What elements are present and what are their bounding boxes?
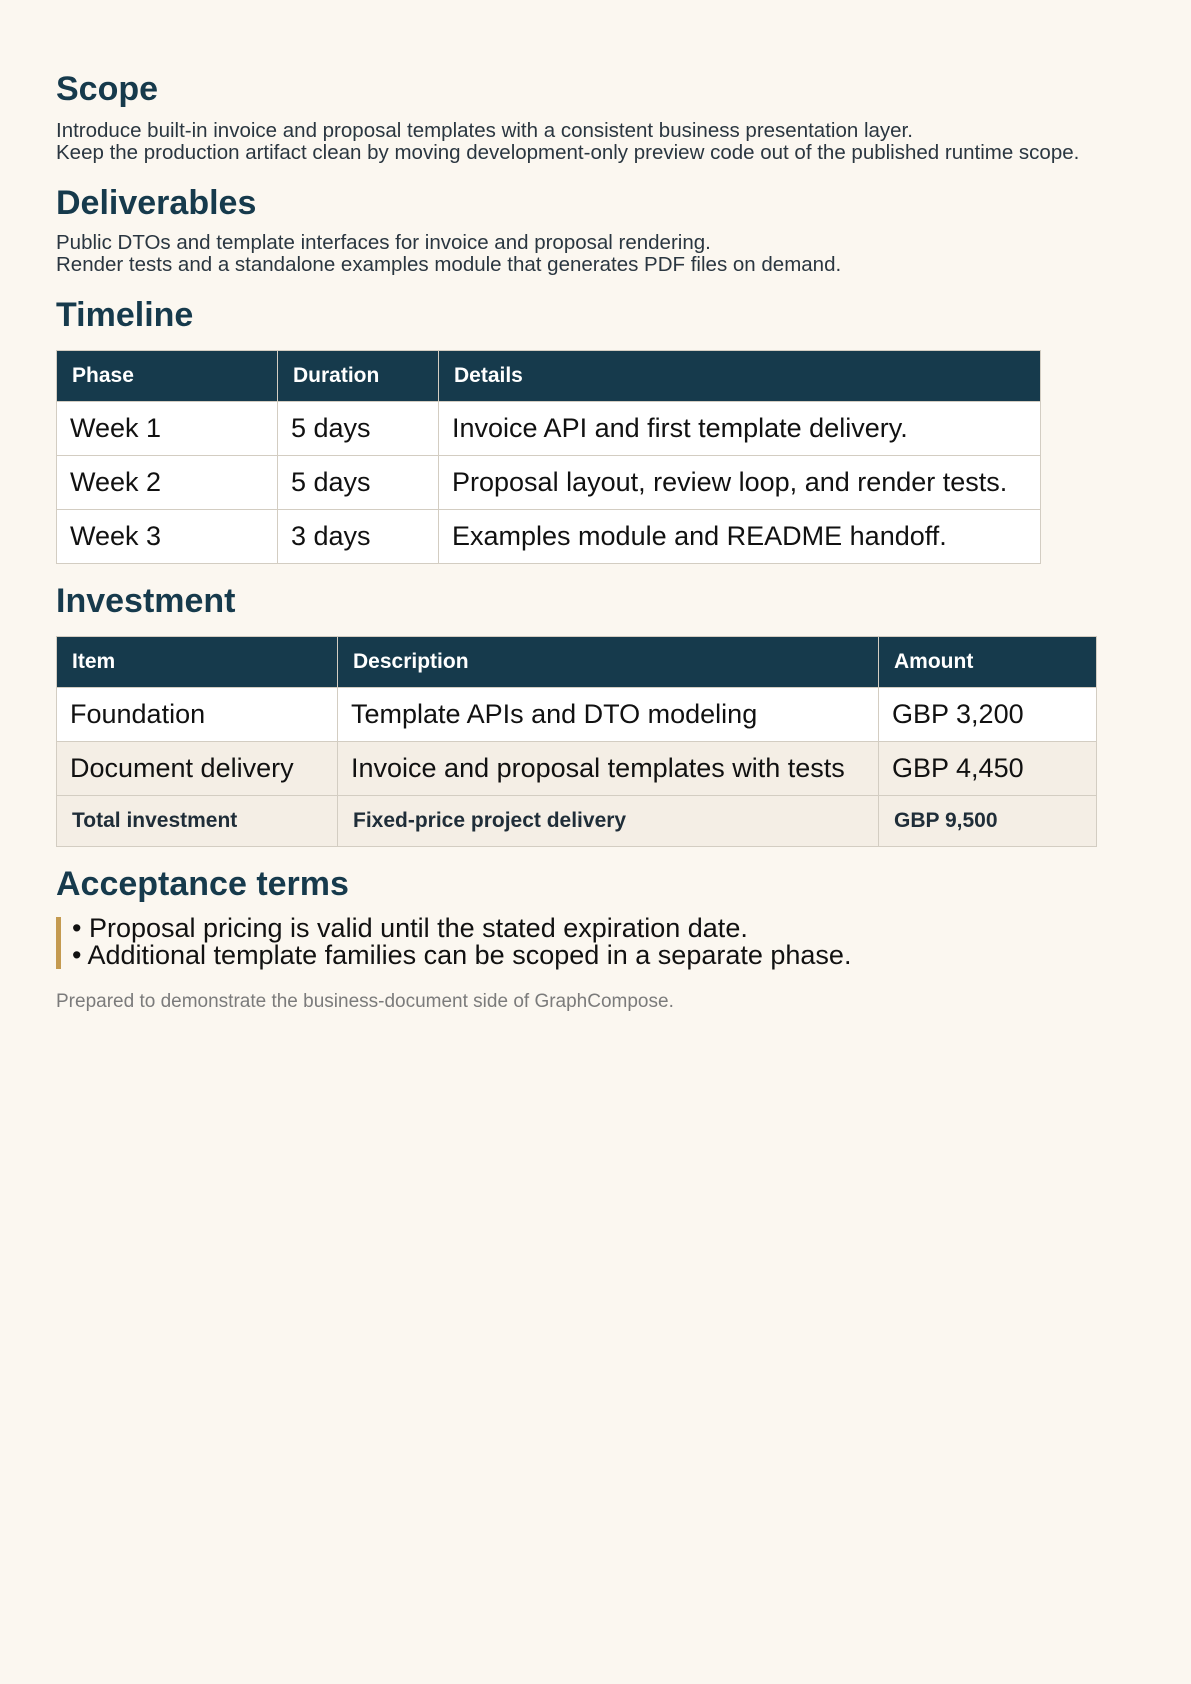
- total-amount: GBP 9,500: [879, 796, 1097, 847]
- table-row: [57, 402, 1041, 456]
- timeline-col-duration: Duration: [278, 351, 439, 402]
- investment-cell: Document delivery: [57, 742, 338, 796]
- investment-cell: GBP 4,450: [879, 742, 1097, 796]
- investment-header-row: [57, 637, 1097, 688]
- acceptance-list: [56, 915, 1136, 969]
- total-description: Fixed-price project delivery: [338, 796, 879, 847]
- investment-cell: Foundation: [57, 688, 338, 742]
- timeline-cell: Week 1: [57, 402, 278, 456]
- timeline-cell: Examples module and README handoff.: [439, 510, 1041, 564]
- deliverables-text: [56, 232, 1136, 276]
- scope-line-1: Introduce built-in invoice and proposal templates with a consistent business presentation layer.: [56, 119, 913, 142]
- investment-heading: Investment: [56, 582, 236, 620]
- accent-bar: [56, 917, 61, 969]
- table-row: [57, 688, 1097, 742]
- list-item: • Proposal pricing is valid until the stated expiration date.: [72, 913, 748, 943]
- deliverables-line-2: Render tests and a standalone examples module that generates PDF files on demand.: [56, 253, 842, 276]
- timeline-cell: Proposal layout, review loop, and render tests.: [439, 456, 1041, 510]
- timeline-cell: 5 days: [278, 402, 439, 456]
- timeline-header-row: [57, 351, 1041, 402]
- list-item: • Additional template families can be scoped in a separate phase.: [72, 940, 852, 970]
- timeline-cell: 3 days: [278, 510, 439, 564]
- deliverables-line-1: Public DTOs and template interfaces for invoice and proposal rendering.: [56, 231, 711, 254]
- table-row: [57, 456, 1041, 510]
- proposal-page: [56, 70, 1136, 1013]
- timeline-table: [56, 350, 1041, 564]
- acceptance-heading: Acceptance terms: [56, 865, 349, 903]
- scope-text: [56, 120, 1136, 164]
- investment-cell: Invoice and proposal templates with tests: [338, 742, 879, 796]
- timeline-cell: Invoice API and first template delivery.: [439, 402, 1041, 456]
- scope-heading: Scope: [56, 70, 159, 108]
- table-row: [57, 742, 1097, 796]
- footer-note: Prepared to demonstrate the business-document side of GraphCompose.: [56, 991, 674, 1012]
- timeline-cell: Week 3: [57, 510, 278, 564]
- timeline-col-phase: Phase: [57, 351, 278, 402]
- investment-col-item: Item: [57, 637, 338, 688]
- timeline-col-details: Details: [439, 351, 1041, 402]
- investment-total-row: [57, 796, 1097, 847]
- investment-cell: Template APIs and DTO modeling: [338, 688, 879, 742]
- investment-table: [56, 636, 1097, 847]
- investment-col-description: Description: [338, 637, 879, 688]
- table-row: [57, 510, 1041, 564]
- deliverables-heading: Deliverables: [56, 184, 257, 222]
- timeline-cell: Week 2: [57, 456, 278, 510]
- timeline-cell: 5 days: [278, 456, 439, 510]
- investment-cell: GBP 3,200: [879, 688, 1097, 742]
- timeline-heading: Timeline: [56, 296, 194, 334]
- investment-col-amount: Amount: [879, 637, 1097, 688]
- scope-line-2: Keep the production artifact clean by moving development-only preview code out of the published runtime scope.: [56, 141, 1080, 164]
- total-label: Total investment: [57, 796, 338, 847]
